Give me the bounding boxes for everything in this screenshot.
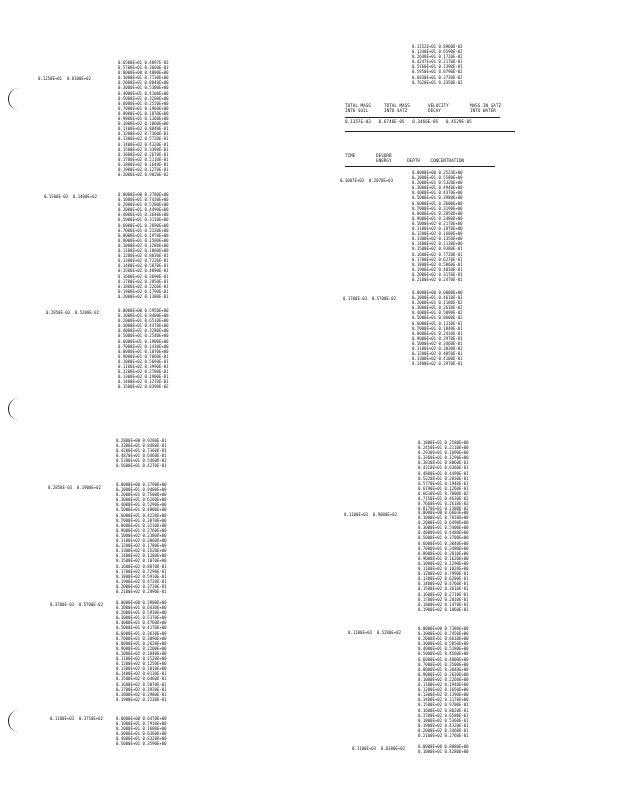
data-row: 0.1400E+02 0.8130E-01 xyxy=(116,671,167,677)
data-row: 0.1900E+02 0.4320E-01 xyxy=(418,722,469,728)
data-row: 0.1100E+02 0.1520E+00 xyxy=(116,656,167,662)
data-row: 0.9000E+01 0.1620E+00 xyxy=(418,555,469,561)
data-row: 0.1700E+02 0.2010E-01 xyxy=(418,596,469,602)
data-column-tr-3 xyxy=(412,290,463,366)
data-row: 0.1600E+02 0.8020E-01 xyxy=(418,707,469,713)
data-row: 0.1400E+02 0.1280E+00 xyxy=(116,553,167,559)
data-row: 0.0000E+00 0.7380E+00 xyxy=(418,626,469,631)
data-row: 0.1900E+02 0.1790E-01 xyxy=(118,288,169,294)
data-row: 0.2800E+00 0.9280E-01 xyxy=(116,438,167,443)
time-label-tl-2: 0.1500E-03 0.1400E+02 xyxy=(44,194,97,199)
data-row: 0.7660E+01 0.2610E-02 xyxy=(418,501,469,507)
data-row: 0.1800E+02 0.2260E-01 xyxy=(118,283,169,289)
data-column-br-3 xyxy=(418,626,469,738)
data-row: 0.1600E+02 0.7720E-01 xyxy=(412,251,463,257)
data-row: 0.6000E+01 0.1900E+00 xyxy=(118,338,169,344)
data-row: 0.5600E+01 0.4270E-01 xyxy=(116,463,167,469)
data-row: 0.4000E+01 0.4480E+00 xyxy=(418,530,469,536)
data-row: 0.5000E+01 0.4170E+00 xyxy=(116,625,167,631)
data-row: 0.5000E+01 0.3110E+00 xyxy=(118,217,169,223)
data-row: 0.1100E+02 0.1020E+00 xyxy=(418,566,469,572)
data-row: 0.6000E+01 0.3610E+00 xyxy=(116,630,167,636)
punch-hole-bottom xyxy=(8,710,29,732)
data-row: 0.1200E+02 0.1780E+00 xyxy=(116,543,167,549)
data-column-bl-1 xyxy=(116,438,167,469)
data-row: 0.8000E+01 0.1870E+00 xyxy=(118,110,169,116)
data-row: 0.1800E+02 0.1640E-01 xyxy=(118,161,169,167)
time-label-tr-2: 0.1700E-03 0.5700E-02 xyxy=(343,296,396,301)
data-row: 0.6000E+01 0.1310E-01 xyxy=(412,320,463,326)
data-row: 0.9000E+01 0.2630E+00 xyxy=(418,671,469,677)
data-row: 0.5000E+01 0.2540E+00 xyxy=(118,333,169,339)
time-label-br-3: 0.1100E+03 0.8380E+02 xyxy=(352,746,405,751)
data-row: 0.5000E+01 0.4800E+00 xyxy=(116,507,167,513)
data-row: 0.3000E+01 0.5300E+00 xyxy=(118,85,169,91)
data-column-tl-2 xyxy=(118,192,169,299)
data-row: 0.0000E+00 0.6470E+00 xyxy=(116,716,167,721)
time-label-bl-3: 0.1100E+03 0.3750E+02 xyxy=(50,716,103,721)
data-row: 0.7150E+01 0.4630E-02 xyxy=(418,496,469,502)
data-row: 0.1500E+02 0.9700E-01 xyxy=(418,702,469,708)
data-row: 0.1100E+02 0.3990E-01 xyxy=(118,364,169,370)
data-row: 0.0000E+00 0.6603E+00 xyxy=(418,510,469,515)
data-row: 0.4247E+01 0.2170E-01 xyxy=(412,59,463,65)
data-row: 0.1000E+02 0.1280E+00 xyxy=(118,242,169,248)
data-row: 0.4310E+01 0.6360E-01 xyxy=(418,465,469,471)
data-row: 0.4000E+01 0.5290E+00 xyxy=(116,502,167,508)
data-row: 0.7000E+01 0.3090E+00 xyxy=(116,635,167,641)
data-row: 0.1900E+02 0.4030E-01 xyxy=(412,266,463,272)
data-row: 0.1700E+02 0.6270E-01 xyxy=(412,256,463,262)
data-row: 0.1600E+02 0.2670E-01 xyxy=(118,151,169,157)
data-row: 0.1100E+02 0.3830E-01 xyxy=(412,346,463,352)
data-row: 0.1400E+02 0.1170E+00 xyxy=(418,697,469,703)
data-row: 0.1500E+02 0.1070E+00 xyxy=(116,558,167,564)
data-row: 0.1000E+02 0.5660E-01 xyxy=(118,358,169,364)
punch-hole-middle xyxy=(8,398,29,420)
data-row: 0.5000E+01 0.3590E+00 xyxy=(116,741,167,747)
punch-hole-top xyxy=(8,88,29,110)
data-row: 0.1000E+02 0.1290E+00 xyxy=(418,560,469,566)
data-row: 0.7000E+01 0.2480E+00 xyxy=(418,545,469,551)
data-row: 0.1000E+01 0.7730E+00 xyxy=(118,75,169,81)
data-row: 0.6000E+01 0.3040E+00 xyxy=(418,540,469,546)
data-row: 0.8000E+01 0.3210E+00 xyxy=(116,522,167,528)
data-row: 0.1000E+01 0.9400E+00 xyxy=(116,487,167,493)
time-label-tl-1: 0.1250E+01 0.8100E+02 xyxy=(38,76,91,81)
data-column-tr-2 xyxy=(412,170,463,282)
data-row: 0.5700E+01 0.3660E-03 xyxy=(118,65,169,71)
data-row: 0.1800E+02 0.5910E-01 xyxy=(116,573,167,579)
data-row: 0.9000E+01 0.2200E+00 xyxy=(116,645,167,651)
data-row: 0.8000E+01 0.2010E+00 xyxy=(418,550,469,556)
data-row: 0.0000E+00 0.0000E+00 xyxy=(412,290,463,295)
data-row: 0.1400E+02 0.3970E-01 xyxy=(412,361,463,367)
data-row: 0.1700E+02 0.7290E-01 xyxy=(116,568,167,574)
data-row: 0.1800E+02 0.5360E-01 xyxy=(418,717,469,723)
data-row: 0.1500E+02 0.6460E-01 xyxy=(116,676,167,682)
data-row: 0.3000E+01 0.6360E+00 xyxy=(116,731,167,737)
data-row: 0.1000E+01 0.7430E+00 xyxy=(118,197,169,203)
data-row: 0.1700E+02 0.2110E-01 xyxy=(118,156,169,162)
data-row: 0.3360E+01 0.1290E+00 xyxy=(418,455,469,461)
data-row: 0.5220E+01 0.2830E-01 xyxy=(418,475,469,481)
data-row: 0.5950E+01 0.8790E-02 xyxy=(412,69,463,75)
data-row: 0.3000E+01 0.5850E+00 xyxy=(418,641,469,647)
data-row: 0.1100E+02 0.1060E+00 xyxy=(118,248,169,254)
data-row: 0.6000E+01 0.2690E+00 xyxy=(118,222,169,228)
data-row: 0.2000E+01 0.1680E+00 xyxy=(116,726,167,732)
data-row: 0.1800E+01 0.2580E+00 xyxy=(418,440,469,445)
data-row: 0.4000E+01 0.5180E+00 xyxy=(418,646,469,652)
data-row: 0.1600E+02 0.8870E-01 xyxy=(116,563,167,569)
data-row: 0.2100E+02 0.2470E-01 xyxy=(412,276,463,282)
table-header: TIME DESORB ENERGY DEPTH CONCENTRATION xyxy=(345,154,464,164)
data-row: 0.3000E+01 0.2630E-02 xyxy=(412,305,463,311)
data-row: 0.1800E+02 0.5060E-01 xyxy=(412,261,463,267)
data-row: 0.0000E+00 0.2900E+00 xyxy=(116,600,167,605)
data-row: 0.3000E+01 0.5370E+00 xyxy=(116,615,167,621)
data-row: 0.1100E+02 0.8840E-01 xyxy=(118,126,169,132)
data-row: 0.1000E+01 0.6430E+00 xyxy=(116,605,167,611)
data-row: 0.1200E+02 0.8830E-01 xyxy=(118,253,169,259)
data-row: 0.2000E+01 0.7500E+00 xyxy=(116,492,167,498)
data-row: 0.1000E+02 0.3460E-01 xyxy=(412,340,463,346)
time-label-tr-1: 0.1007E+03 0.2078E+03 xyxy=(340,178,393,183)
data-row: 0.4000E+01 0.5090E-02 xyxy=(412,310,463,316)
data-row: 0.5000E+01 0.3980E+00 xyxy=(412,195,463,201)
data-row: 0.1600E+02 0.2710E-01 xyxy=(418,591,469,597)
data-row: 0.3000E+01 0.5400E+00 xyxy=(418,525,469,531)
data-row: 0.6190E+01 0.1260E-01 xyxy=(418,485,469,491)
data-row: 0.4200E+01 0.7360E-01 xyxy=(116,448,167,454)
data-row: 0.4000E+01 0.3640E+00 xyxy=(118,212,169,218)
data-row: 0.6630E+01 0.7800E-02 xyxy=(418,490,469,496)
data-row: 0.2000E+01 0.5930E+00 xyxy=(116,610,167,616)
data-row: 0.1300E+02 0.4100E-01 xyxy=(412,356,463,362)
data-row: 0.1100E+02 0.1940E+00 xyxy=(418,682,469,688)
data-row: 0.1000E+01 0.4610E-03 xyxy=(412,295,463,301)
summary-header-col3: VELOCITY DECAY xyxy=(428,104,449,114)
data-row: 0.0000E+00 0.8880E+00 xyxy=(418,744,469,749)
data-row: 0.2450E+01 0.2110E+00 xyxy=(418,445,469,451)
data-row: 0.4000E+01 0.8320E+00 xyxy=(116,736,167,742)
data-row: 0.1500E+02 0.8390E-02 xyxy=(118,384,169,390)
data-row: 0.1000E+01 0.7450E+00 xyxy=(418,631,469,637)
data-row: 0.1000E+02 0.2170E+00 xyxy=(412,220,463,226)
data-column-tl-1 xyxy=(118,60,169,177)
data-row: 0.1200E+02 0.7360E-01 xyxy=(118,131,169,137)
data-row: 0.2000E+01 0.1180E-02 xyxy=(412,300,463,306)
data-row: 0.5000E+01 0.3700E+00 xyxy=(418,535,469,541)
data-row: 0.1200E+02 0.1250E+00 xyxy=(116,661,167,667)
time-label-br-1: 0.1100E+03 0.9000E+02 xyxy=(344,512,397,517)
data-row: 0.1400E+02 0.5870E-01 xyxy=(118,263,169,269)
data-row: 0.1300E+02 0.6200E-01 xyxy=(418,576,469,582)
data-row: 0.1000E+02 0.2260E+00 xyxy=(418,676,469,682)
data-row: 0.1300E+02 0.7220E-01 xyxy=(118,258,169,264)
data-row: 0.4000E+01 0.4100E+00 xyxy=(118,90,169,96)
data-row: 0.4870E+01 0.6460E-01 xyxy=(116,453,167,459)
data-row: 0.3000E+01 0.4470E+00 xyxy=(118,323,169,329)
data-row: 0.1500E+02 0.3610E-01 xyxy=(418,586,469,592)
data-row: 0.2000E+01 0.6490E+00 xyxy=(418,520,469,526)
data-row: 0.1200E+02 0.2780E-01 xyxy=(118,369,169,375)
data-column-br-2 xyxy=(418,510,469,612)
data-row: 0.2000E+02 0.9820E-02 xyxy=(118,172,169,178)
data-row: 0.7000E+01 0.1430E+00 xyxy=(118,343,169,349)
data-row: 0.1900E+02 0.2230E-01 xyxy=(116,696,167,702)
data-row: 0.9000E+01 0.2970E-01 xyxy=(412,335,463,341)
data-row: 0.3300E+01 0.8480E-01 xyxy=(116,443,167,449)
data-row: 0.0000E+00 0.3790E+00 xyxy=(116,482,167,487)
data-column-br-4 xyxy=(418,744,469,754)
data-row: 0.9000E+01 0.1360E+00 xyxy=(118,116,169,122)
data-row: 0.8000E+01 0.2850E+00 xyxy=(412,210,463,216)
data-row: 0.7000E+01 0.3870E+00 xyxy=(116,517,167,523)
summary-header-col4: MASS IN SATZ INTO WATER xyxy=(470,104,502,114)
data-column-bl-2 xyxy=(116,482,167,594)
time-label-bl-2: 0.3700E-03 0.5700E-02 xyxy=(50,602,103,607)
data-row: 0.5000E+01 0.8600E-02 xyxy=(412,315,463,321)
summary-header-col2: TOTAL MASS INTO SATZ xyxy=(384,104,410,114)
data-column-br-1 xyxy=(418,440,469,511)
data-row: 0.8000E+01 0.1970E+00 xyxy=(118,232,169,238)
data-row: 0.6000E+01 0.2550E+00 xyxy=(118,100,169,106)
data-row: 0.1000E+01 0.7910E+00 xyxy=(116,721,167,727)
data-row: 0.1100E+02 0.1870E+00 xyxy=(412,226,463,232)
data-row: 0.1900E+02 0.4720E-01 xyxy=(116,578,167,584)
data-row: 0.2930E+01 0.1690E+00 xyxy=(418,450,469,456)
data-row: 0.0000E+00 0.3780E+00 xyxy=(118,192,169,197)
data-row: 0.1400E+02 0.4760E-01 xyxy=(418,581,469,587)
data-row: 0.4000E+01 0.3280E+00 xyxy=(118,328,169,334)
data-row: 0.1100E+02 0.2060E+00 xyxy=(116,538,167,544)
data-row: 0.1400E+02 0.4320E-01 xyxy=(118,141,169,147)
data-row: 0.1400E+02 0.1130E+00 xyxy=(412,241,463,247)
data-row: 0.2000E+01 0.5320E+00 xyxy=(412,180,463,186)
data-row: 0.8000E+01 0.1070E+00 xyxy=(118,348,169,354)
data-row: 0.2100E+02 0.2890E-01 xyxy=(116,588,167,594)
summary-rule-top xyxy=(345,117,500,118)
data-column-tr-1 xyxy=(412,44,463,85)
data-column-bl-4 xyxy=(116,716,167,747)
data-row: 0.1200E+02 0.1600E+00 xyxy=(412,231,463,237)
data-row: 0.2000E+02 0.3720E-01 xyxy=(116,583,167,589)
time-label-tl-3: 0.2850E-03 0.5200E-02 xyxy=(46,310,99,315)
data-row: 0.0000E+00 0.4000E+00 xyxy=(118,70,169,76)
data-row: 0.8000E+01 0.2410E-01 xyxy=(412,330,463,336)
data-row: 0.3000E+01 0.4940E+00 xyxy=(412,185,463,191)
data-row: 0.2000E+01 0.5280E+00 xyxy=(118,202,169,208)
data-row: 0.0000E+00 0.2523E+00 xyxy=(412,170,463,175)
data-row: 0.1200E+02 0.1650E+00 xyxy=(418,687,469,693)
data-row: 0.1340E+01 0.6590E-02 xyxy=(412,49,463,55)
data-row: 0.1000E+01 0.8400E+00 xyxy=(118,313,169,319)
data-row: 0.2100E+02 0.2760E-01 xyxy=(418,732,469,738)
data-column-tl-3 xyxy=(118,308,169,390)
data-row: 0.2000E+01 0.6510E+00 xyxy=(118,318,169,324)
summary-rule-bottom xyxy=(345,131,515,132)
data-row: 0.6000E+01 0.4220E+00 xyxy=(116,512,167,518)
data-row: 0.2000E+02 0.1380E-01 xyxy=(118,293,169,299)
data-row: 0.3000E+01 0.4490E+00 xyxy=(118,207,169,213)
data-row: 0.1600E+02 0.5070E-01 xyxy=(116,681,167,687)
data-row: 0.2000E+02 0.3460E-01 xyxy=(418,727,469,733)
data-row: 0.7620E+01 0.3350E-02 xyxy=(412,79,463,85)
data-row: 0.1900E+02 0.1060E-01 xyxy=(418,606,469,612)
time-label-bl-1: 0.2850E-03 0.1900E+02 xyxy=(48,485,101,490)
data-row: 0.2000E+01 0.6610E+00 xyxy=(418,636,469,642)
data-row: 0.1000E+01 0.4280E+00 xyxy=(418,749,469,755)
data-row: 0.2640E+01 0.1720E-02 xyxy=(412,54,463,60)
data-row: 0.5160E+01 0.1390E-01 xyxy=(412,64,463,70)
data-row: 0.1000E+02 0.1840E+00 xyxy=(116,650,167,656)
data-row: 0.6000E+01 0.3600E+00 xyxy=(412,200,463,206)
summary-values: 0.1357E-03 0.6746E-05 0.3466E-05 0.4529E-05 xyxy=(345,120,472,125)
data-row: 0.1000E+01 0.5580E+00 xyxy=(412,175,463,181)
data-row: 0.3000E+01 0.6260E+00 xyxy=(116,497,167,503)
data-row: 0.4000E+01 0.4760E+00 xyxy=(116,620,167,626)
data-row: 0.6830E+01 0.3730E-02 xyxy=(412,74,463,80)
data-row: 0.1300E+02 0.5720E-01 xyxy=(118,136,169,142)
summary-header-col1: TOTAL MASS INTO SOIL xyxy=(345,104,371,114)
data-row: 0.5000E+01 0.4560E+00 xyxy=(418,651,469,657)
data-row: 0.5000E+01 0.3200E+00 xyxy=(118,95,169,101)
data-row: 0.9000E+01 0.2480E+00 xyxy=(412,215,463,221)
data-row: 0.6000E+01 0.4000E+00 xyxy=(418,656,469,662)
table-header-rule xyxy=(345,166,495,167)
data-row: 0.4800E+01 0.4490E-01 xyxy=(418,470,469,476)
data-row: 0.6500E+01 0.4097E-03 xyxy=(118,60,169,65)
data-row: 0.1152E+01 0.8960E-03 xyxy=(412,44,463,49)
data-row: 0.5770E+01 0.1940E-01 xyxy=(418,480,469,486)
data-row: 0.2000E+01 0.8840E+00 xyxy=(118,80,169,86)
data-row: 0.0000E+00 0.5950E+00 xyxy=(118,308,169,313)
data-row: 0.2000E+02 0.3170E-01 xyxy=(412,271,463,277)
data-row: 0.1300E+02 0.1010E+00 xyxy=(116,666,167,672)
data-row: 0.1800E+02 0.2980E-01 xyxy=(116,691,167,697)
data-row: 0.7000E+01 0.3190E+00 xyxy=(412,205,463,211)
data-row: 0.7000E+01 0.1960E+00 xyxy=(118,105,169,111)
data-row: 0.9000E+01 0.2760E+00 xyxy=(116,527,167,533)
data-row: 0.8170E+01 0.1380E-02 xyxy=(418,506,469,512)
data-row: 0.1400E+02 0.1270E-01 xyxy=(118,379,169,385)
data-row: 0.1200E+02 0.4050E-01 xyxy=(412,351,463,357)
data-row: 0.8000E+01 0.3040E+00 xyxy=(418,666,469,672)
data-row: 0.8000E+01 0.2620E+00 xyxy=(116,640,167,646)
data-row: 0.1300E+02 0.1390E+00 xyxy=(418,692,469,698)
data-column-bl-3 xyxy=(116,600,167,702)
data-row: 0.1700E+02 0.2850E-01 xyxy=(118,278,169,284)
data-row: 0.1500E+02 0.4890E-01 xyxy=(118,268,169,274)
data-row: 0.7000E+01 0.3500E+00 xyxy=(418,661,469,667)
data-row: 0.1300E+02 0.1350E+00 xyxy=(412,236,463,242)
data-row: 0.1700E+02 0.6580E-01 xyxy=(418,712,469,718)
data-row: 0.3830E+01 0.8860E-01 xyxy=(418,460,469,466)
data-row: 0.1500E+02 0.3390E-01 xyxy=(118,146,169,152)
data-row: 0.1200E+02 0.7990E-01 xyxy=(418,571,469,577)
data-row: 0.9000E+01 0.1580E+00 xyxy=(118,237,169,243)
data-row: 0.5200E+01 0.5460E-01 xyxy=(116,458,167,464)
data-row: 0.1700E+02 0.3920E-01 xyxy=(116,686,167,692)
data-row: 0.1000E+02 0.2380E+00 xyxy=(116,532,167,538)
data-row: 0.1900E+02 0.1270E-01 xyxy=(118,166,169,172)
data-row: 0.1800E+02 0.1470E-01 xyxy=(418,601,469,607)
data-row: 0.1300E+02 0.1900E-01 xyxy=(118,374,169,380)
time-label-br-2: 0.1100E+03 0.5200E+02 xyxy=(348,630,401,635)
data-row: 0.1600E+02 0.3690E-01 xyxy=(118,273,169,279)
data-row: 0.1300E+02 0.1520E+00 xyxy=(116,548,167,554)
data-row: 0.4000E+01 0.4370E+00 xyxy=(412,190,463,196)
data-row: 0.7000E+01 0.1840E-01 xyxy=(412,325,463,331)
data-row: 0.1000E+02 0.1060E+00 xyxy=(118,121,169,127)
data-row: 0.7000E+01 0.2330E+00 xyxy=(118,227,169,233)
data-row: 0.9000E+01 0.7860E-01 xyxy=(118,353,169,359)
data-row: 0.1000E+01 0.7810E+00 xyxy=(418,515,469,521)
data-row: 0.1500E+02 0.9380E-01 xyxy=(412,246,463,252)
